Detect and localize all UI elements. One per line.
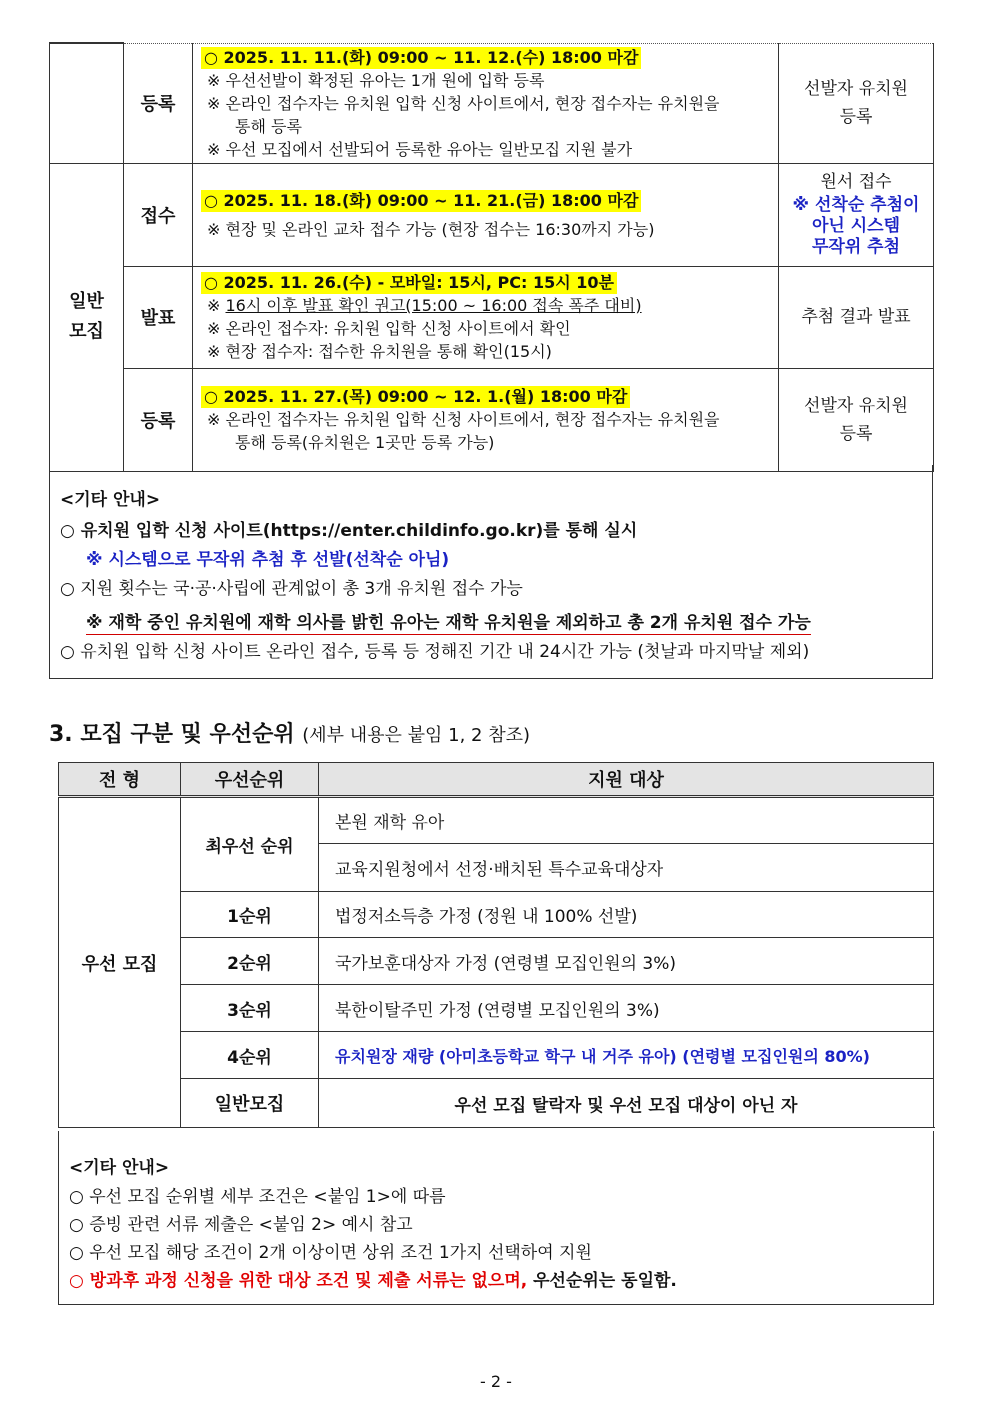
category-line: 일반 (69, 291, 104, 312)
result-line: 선발자 유치원 (804, 79, 908, 99)
info-title: <기타 안내> (69, 1158, 170, 1178)
category-cell (50, 163, 124, 471)
result-note: 무작위 추첨 (811, 236, 901, 257)
step-content (193, 368, 779, 471)
target-cell: 교육지원청에서 선정·배치된 특수교육대상자 (319, 844, 934, 892)
schedule-row (50, 266, 934, 368)
rank-cell: 4순위 (181, 1032, 319, 1079)
info-line: ○ 우선 모집 해당 조건이 2개 이상이면 상위 조건 1가지 선택하여 지원 (69, 1243, 592, 1263)
target-cell: 본원 재학 유아 (319, 797, 934, 844)
note: ※ 온라인 접수자: 유치원 입학 신청 사이트에서 확인 (207, 319, 571, 338)
result-line: 추첨 결과 발표 (801, 307, 911, 327)
info-text: 우선순위는 동일함. (527, 1271, 677, 1291)
info-box (58, 1131, 934, 1305)
info-red-text: 방과후 과정 신청을 위한 대상 조건 및 제출 서류는 없으며, (89, 1271, 528, 1291)
table-row (59, 938, 934, 985)
deadline: ○ 2025. 11. 27.(목) 09:00 ~ 12. 1.(월) 18:00 마감 (201, 386, 630, 408)
note: ※ 온라인 접수자는 유치원 입학 신청 사이트에서, 현장 접수자는 유치원을 (207, 410, 720, 429)
info-line: ○ 우선 모집 순위별 세부 조건은 <붙임 1>에 따름 (69, 1187, 446, 1207)
target-cell: 북한이탈주민 가정 (연령별 모집인원의 3%) (319, 985, 934, 1032)
result-note: ※ 선착순 추첨이 (792, 194, 920, 215)
note-mark: ※ (207, 296, 226, 315)
rank-cell: 2순위 (181, 938, 319, 985)
result-line: 등록 (839, 423, 873, 444)
section-title: 3. 모집 구분 및 우선순위 (49, 722, 295, 747)
info-line: ○ 지원 횟수는 국·공·사립에 관계없이 총 3개 유치원 접수 가능 (60, 579, 523, 599)
rank-cell: 1순위 (181, 892, 319, 938)
result-note: 아닌 시스템 (811, 215, 901, 236)
section-heading (49, 717, 530, 748)
result-line: 등록 (839, 107, 873, 127)
info-bullet: ○ (69, 1271, 90, 1291)
info-line: ○ 증빙 관련 서류 제출은 <붙임 2> 예시 참고 (69, 1215, 413, 1235)
group-cell: 우선 모집 (59, 797, 181, 1128)
header-cell: 지원 대상 (319, 763, 934, 797)
rank-cell: 최우선 순위 (181, 797, 319, 892)
category-line: 모집 (69, 321, 104, 342)
step-content (193, 163, 779, 266)
page-number: - 2 - (480, 1372, 512, 1391)
step-result (779, 163, 934, 266)
schedule-row (50, 43, 934, 163)
note: 통해 등록 (235, 116, 302, 136)
header-row (59, 763, 934, 797)
group-cell: 일반모집 (181, 1079, 319, 1128)
deadline: ○ 2025. 11. 11.(화) 09:00 ~ 11. 12.(수) 18:00 마감 (201, 47, 641, 69)
info-box (49, 465, 933, 679)
note-underlined: 16시 이후 발표 확인 권고(15:00 ~ 16:00 접속 폭주 대비) (225, 296, 642, 315)
table-row (59, 985, 934, 1032)
category-cell-empty (50, 43, 124, 163)
schedule-table (49, 42, 934, 472)
step-content (193, 266, 779, 368)
note: ※ 우선선발이 확정된 유아는 1개 원에 입학 등록 (207, 70, 545, 90)
header-cell: 우선순위 (181, 763, 319, 797)
step-label: 등록 (124, 43, 193, 163)
note: ※ 현장 접수자: 접수한 유치원을 통해 확인(15시) (207, 342, 552, 361)
priority-table (58, 762, 934, 1128)
table-row (59, 892, 934, 938)
step-result (779, 266, 934, 368)
note: 통해 등록(유치원은 1곳만 등록 가능) (235, 433, 495, 452)
target-cell: 법정저소득층 가정 (정원 내 100% 선발) (319, 892, 934, 938)
step-result (779, 368, 934, 471)
info-line (69, 1266, 677, 1291)
info-note: ※ 시스템으로 무작위 추첨 후 선발(선착순 아님) (86, 550, 450, 570)
info-line: ○ 유치원 입학 신청 사이트(https://enter.childinfo.go.kr)를 통해 실시 (60, 521, 638, 541)
step-content (193, 43, 779, 163)
note (201, 294, 770, 317)
target-cell: 우선 모집 탈락자 및 우선 모집 대상이 아닌 자 (319, 1079, 934, 1128)
section-subtitle: (세부 내용은 붙임 1, 2 참조) (302, 725, 531, 746)
note: ※ 현장 및 온라인 교차 접수 가능 (현장 접수는 16:30까지 가능) (207, 219, 655, 239)
result-line: 선발자 유치원 (804, 395, 908, 416)
table-row (59, 797, 934, 844)
target-cell: 국가보훈대상자 가정 (연령별 모집인원의 3%) (319, 938, 934, 985)
rank-cell: 3순위 (181, 985, 319, 1032)
note: ※ 온라인 접수자는 유치원 입학 신청 사이트에서, 현장 접수자는 유치원을 (207, 93, 720, 113)
schedule-row (50, 368, 934, 471)
step-label: 등록 (124, 368, 193, 471)
step-label: 접수 (124, 163, 193, 266)
target-cell: 유치원장 재량 (아미초등학교 학구 내 거주 유아) (연령별 모집인원의 80%) (319, 1032, 934, 1079)
step-result (779, 43, 934, 163)
table-row (59, 1079, 934, 1128)
schedule-row (50, 163, 934, 266)
info-note: ※ 재학 중인 유치원에 재학 의사를 밝힌 유아는 재학 유치원을 제외하고 총 2개 유치원 접수 가능 (86, 608, 811, 635)
table-row (59, 1032, 934, 1079)
note: ※ 우선 모집에서 선발되어 등록한 유아는 일반모집 지원 불가 (207, 139, 633, 159)
deadline: ○ 2025. 11. 26.(수) - 모바일: 15시, PC: 15시 10분 (201, 272, 617, 294)
info-line: ○ 유치원 입학 신청 사이트 온라인 접수, 등록 등 정해진 기간 내 24시간 가능 (첫날과 마지막날 제외) (60, 642, 810, 662)
result-line: 원서 접수 (820, 171, 892, 192)
step-label: 발표 (124, 266, 193, 368)
header-cell: 전 형 (59, 763, 181, 797)
deadline: ○ 2025. 11. 18.(화) 09:00 ~ 11. 21.(금) 18:00 마감 (201, 190, 641, 212)
info-title: <기타 안내> (60, 490, 161, 510)
